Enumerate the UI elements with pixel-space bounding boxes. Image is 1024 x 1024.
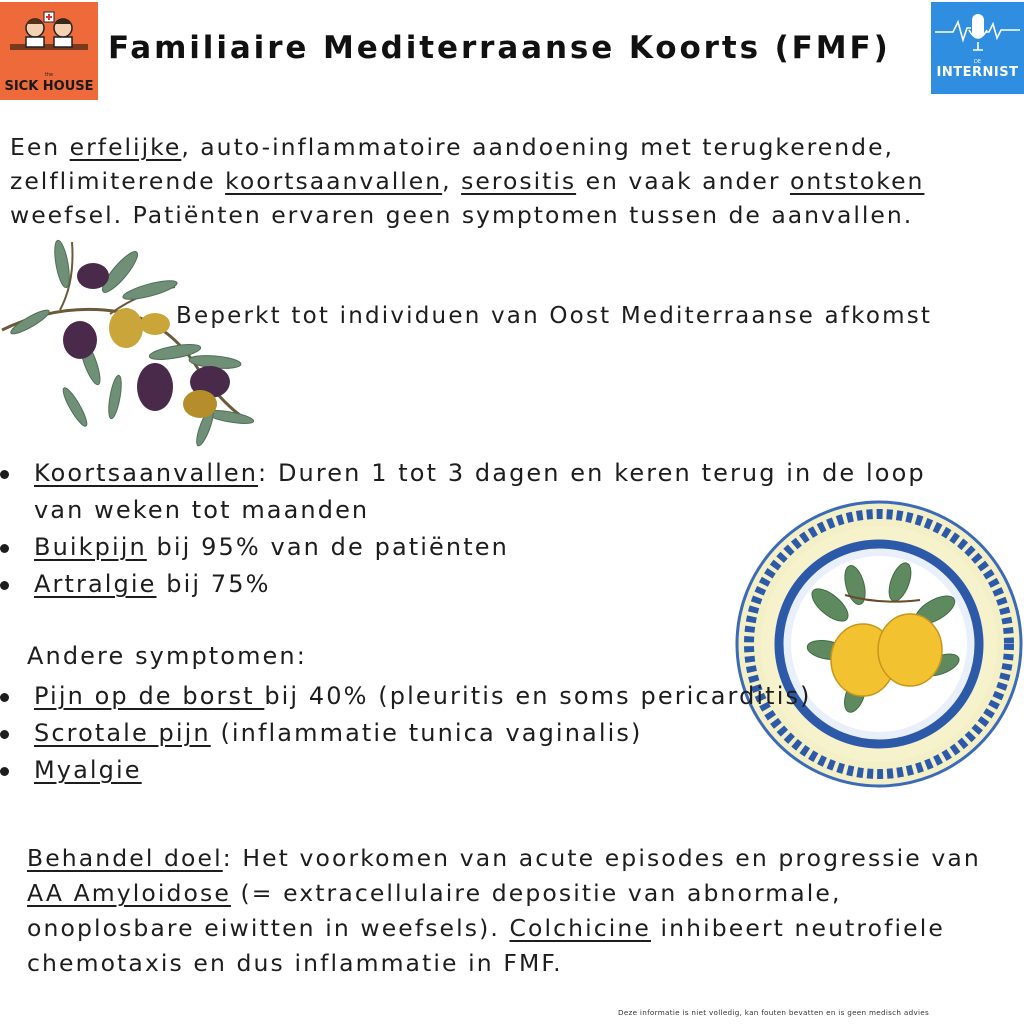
microphone-heartbeat-icon: [931, 2, 1024, 57]
logo-small-text: the: [44, 72, 54, 78]
internist-logo: [931, 2, 1024, 94]
logo-brand-text: SICK HOUSE: [4, 79, 94, 94]
intro-text: ,: [442, 167, 462, 195]
page-title: Familiaire Mediterraanse Koorts (FMF): [108, 30, 891, 66]
intro-text: en vaak ander: [576, 167, 790, 195]
other-symptoms-heading: Andere symptomen:: [27, 642, 307, 670]
symptom-text: bij 75%: [156, 570, 271, 598]
intro-text: , auto-inflammatoire aandoening met terugkerende, zelflimiterende: [10, 133, 894, 195]
intro-paragraph: [10, 130, 1020, 232]
intro-term: koortsaanvallen: [225, 167, 443, 195]
disclaimer: Deze informatie is niet volledig, kan fouten bevatten en is geen medisch advies: [618, 1008, 930, 1017]
list-item: [0, 715, 960, 752]
symptom-text: bij 40% (pleuritis en soms pericarditis): [264, 682, 812, 710]
list-item: [0, 752, 960, 789]
symptom-term: Artralgie: [34, 570, 157, 598]
intro-text: weefsel. Patiënten ervaren geen symptomen tussen de aanvallen.: [10, 201, 914, 229]
treatment-text: inhibeert neutrofiele chemotaxis en dus inflammatie in FMF.: [27, 914, 945, 977]
symptom-text: : Duren 1 tot 3 dagen en keren terug in de loop van weken tot maanden: [34, 459, 926, 524]
symptom-text: bij 95% van de patiënten: [146, 533, 509, 561]
intro-term: ontstoken: [789, 167, 925, 195]
intro-term: serositis: [461, 167, 577, 195]
symptom-term: Buikpijn: [34, 533, 147, 561]
treatment-term: AA Amyloidose: [27, 879, 231, 907]
doctors-illustration-icon: [0, 2, 98, 72]
symptom-term: Myalgie: [34, 756, 142, 784]
origin-note: Beperkt tot individuen van Oost Mediterraanse afkomst: [176, 303, 933, 329]
treatment-term: Colchicine: [509, 914, 651, 942]
intro-term: erfelijke: [69, 133, 182, 161]
treatment-text: : Het voorkomen van acute episodes en progressie van: [222, 844, 981, 872]
other-symptoms-list: [0, 678, 960, 789]
logo-brand-text: INTERNIST: [936, 65, 1019, 80]
symptom-term: Koortsaanvallen: [34, 459, 259, 487]
intro-text: Een: [10, 133, 70, 161]
logo-small-text: DE: [973, 59, 981, 65]
list-item: [0, 678, 960, 715]
symptom-text: (inflammatie tunica vaginalis): [210, 719, 643, 747]
sick-house-logo: [0, 2, 98, 100]
treatment-text: (= extracellulaire depositie van abnormale, onoplosbare eiwitten in weefsels).: [27, 879, 842, 942]
treatment-paragraph: [27, 841, 1017, 981]
symptom-term: Pijn op de borst: [34, 682, 265, 710]
olive-branch-illustration: [0, 232, 270, 452]
symptom-term: Scrotale pijn: [34, 719, 211, 747]
treatment-term: Behandel doel: [27, 844, 223, 872]
